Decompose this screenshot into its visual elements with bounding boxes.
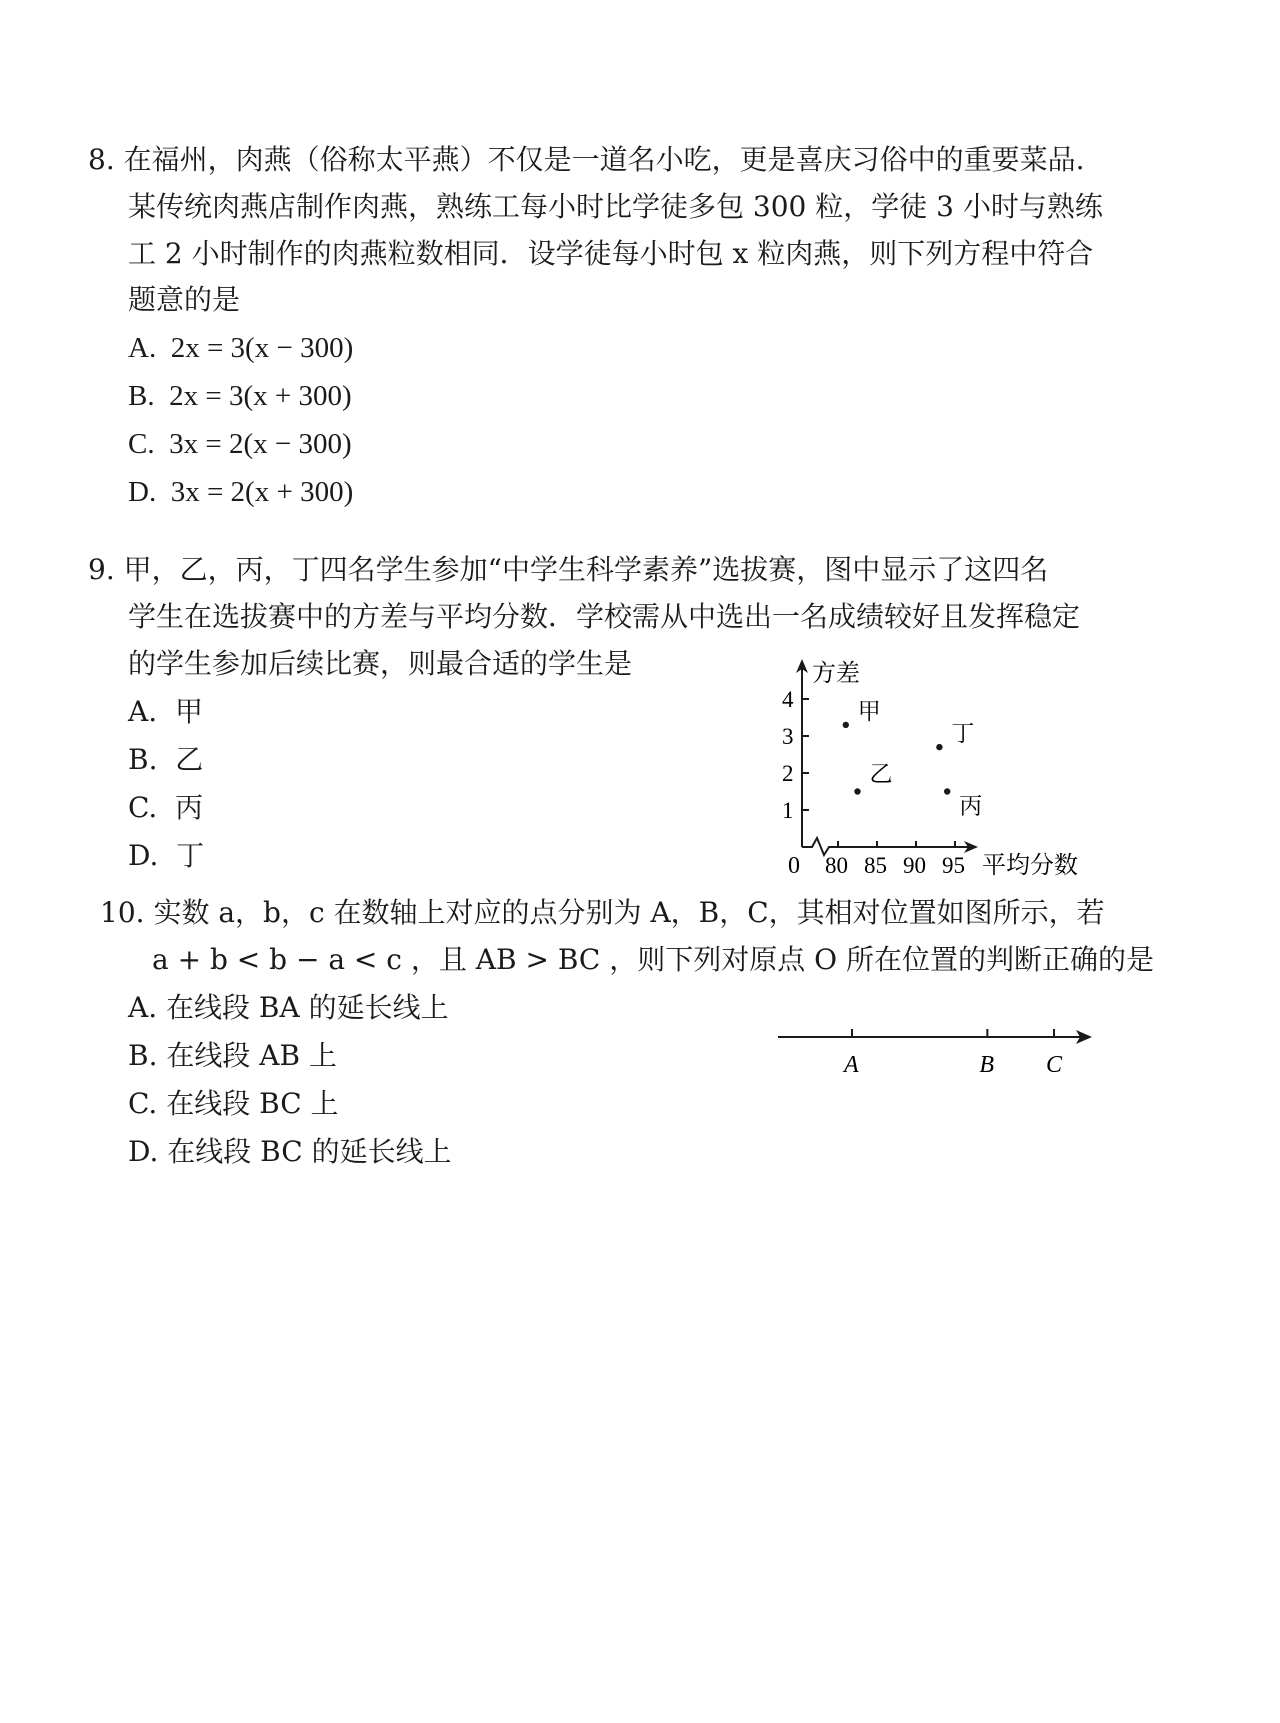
q8-number: 8. xyxy=(88,143,115,176)
q8-line-2: 某传统肉燕店制作肉燕，熟练工每小时比学徒多包 300 粒，学徒 3 小时与熟练 xyxy=(128,190,1103,223)
x-axis-label: 平均分数 xyxy=(982,851,1078,879)
number-line-point-label: A xyxy=(844,1052,859,1078)
x-tick-label: 90 xyxy=(903,853,926,878)
q10-option-b: B. 在线段 AB 上 xyxy=(128,1039,337,1072)
data-point xyxy=(854,788,860,794)
q9-option-a: A. 甲 xyxy=(128,695,203,728)
q10-option-c: C. 在线段 BC 上 xyxy=(128,1087,339,1120)
y-tick-label: 2 xyxy=(782,761,794,786)
data-point-label: 丁 xyxy=(951,721,975,748)
number-line-point-label: B xyxy=(979,1052,995,1078)
y-axis-label: 方差 xyxy=(812,659,860,687)
data-point-label: 丙 xyxy=(959,793,983,820)
y-tick-label: 3 xyxy=(782,724,794,749)
q9-option-b: B. 乙 xyxy=(128,743,204,776)
q10-option-a: A. 在线段 BA 的延长线上 xyxy=(128,991,449,1024)
q9-number: 9. xyxy=(88,553,115,586)
data-point-label: 甲 xyxy=(857,698,881,725)
q9-line-2: 学生在选拔赛中的方差与平均分数．学校需从中选出一名成绩较好且发挥稳定 xyxy=(128,600,1081,633)
y-tick-label: 1 xyxy=(782,798,794,823)
origin-label: 0 xyxy=(788,853,800,879)
q9-option-c: C. 丙 xyxy=(128,791,204,824)
data-point xyxy=(944,788,950,794)
q9-option-d: D. 丁 xyxy=(128,839,205,872)
number-line xyxy=(770,1020,1110,1090)
q8-option-c: C. 3x = 2(x − 300) xyxy=(128,428,352,460)
q10-option-d: D. 在线段 BC 的延长线上 xyxy=(128,1135,452,1168)
q10-line-2: a + b < b − a < c ，且 AB > BC ，则下列对原点 O 所在位置的判断正确的是 xyxy=(152,943,1155,976)
data-point-label: 乙 xyxy=(869,761,893,788)
q8-option-b: B. 2x = 3(x + 300) xyxy=(128,380,352,412)
number-line-point-label: C xyxy=(1046,1052,1063,1078)
x-tick-label: 95 xyxy=(942,853,965,878)
data-point xyxy=(936,744,942,750)
q8-line-4: 题意的是 xyxy=(128,283,241,316)
q8-option-d: D. 3x = 2(x + 300) xyxy=(128,476,354,508)
data-point xyxy=(843,722,849,728)
x-tick-label: 80 xyxy=(825,853,848,878)
q10-number: 10. xyxy=(100,896,145,929)
q8-line-1: 8. 在福州，肉燕（俗称太平燕）不仅是一道名小吃，更是喜庆习俗中的重要菜品. xyxy=(88,143,1085,176)
q10-line-1: 10. 实数 a，b，c 在数轴上对应的点分别为 A，B，C，其相对位置如图所示，若 xyxy=(100,896,1105,929)
q8-line-3: 工 2 小时制作的肉燕粒数相同．设学徒每小时包 x 粒肉燕，则下列方程中符合 xyxy=(128,237,1094,270)
y-tick-label: 4 xyxy=(782,687,794,712)
q8-option-a: A. 2x = 3(x − 300) xyxy=(128,332,354,364)
variance-mean-scatter-chart xyxy=(760,655,1100,885)
q9-line-1: 9. 甲，乙，丙，丁四名学生参加“中学生科学素养”选拔赛，图中显示了这四名 xyxy=(88,553,1049,586)
x-tick-label: 85 xyxy=(864,853,887,878)
q9-line-3: 的学生参加后续比赛，则最合适的学生是 xyxy=(128,647,633,680)
